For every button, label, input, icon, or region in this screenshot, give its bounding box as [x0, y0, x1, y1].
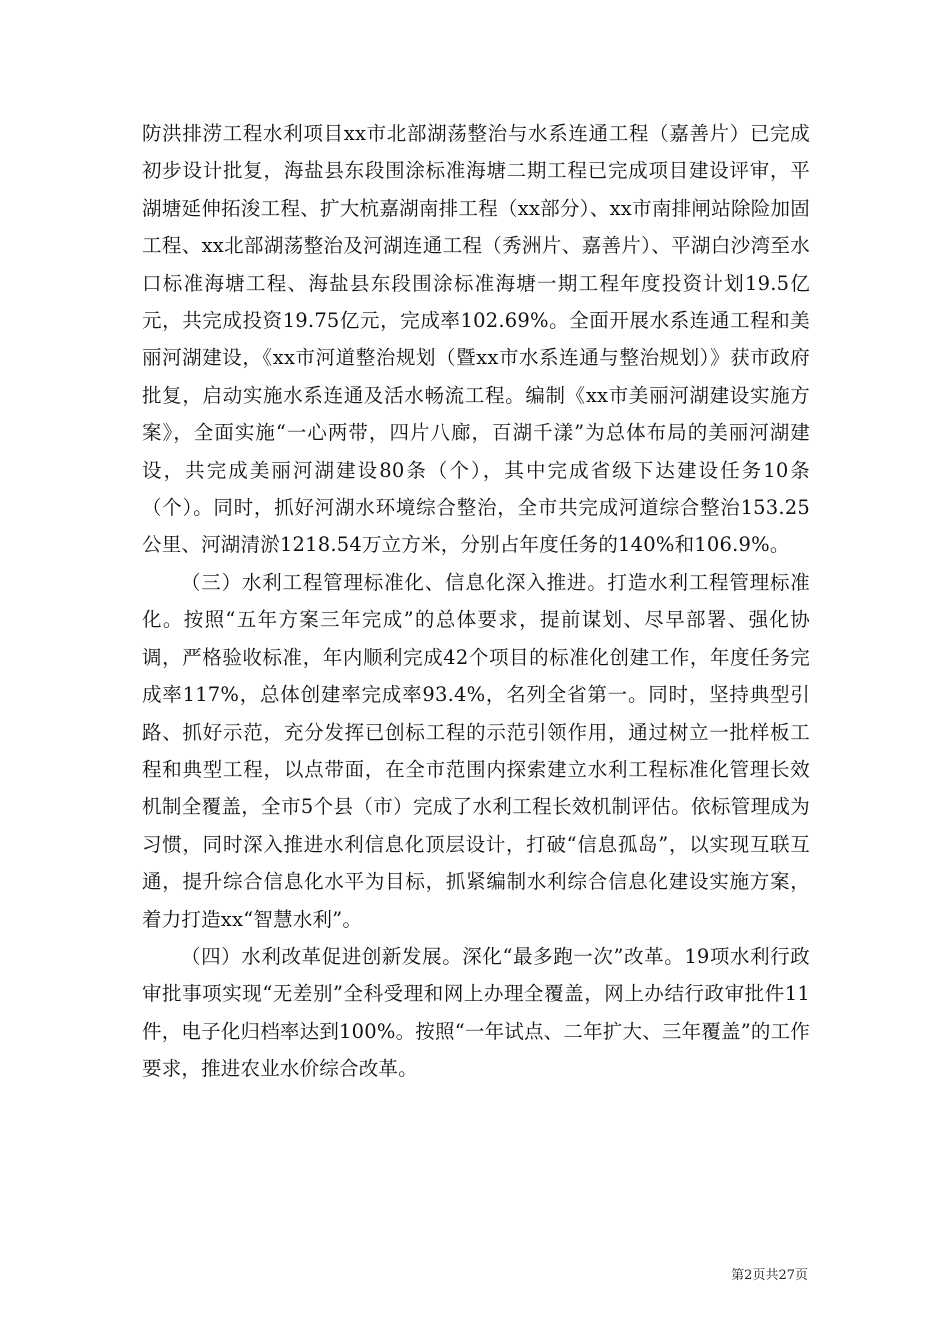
paragraph-standardization-informatization: （三）水利工程管理标准化、信息化深入推进。打造水利工程管理标准化。按照“五年方案三年完成”的总体要求，提前谋划、尽早部署、强化协调，严格验收标准，年内顺利完成42个项目的标准化创建工作，年度任务完成率117%，总体创建率完成率93.4%，名列全省第一。同时，坚持典型引路、抓好示范，充分发挥已创标工程的示范引领作用，通过树立一批样板工程和典型工程，以点带面，在全市范围内探索建立水利工程标准化管理长效机制全覆盖，全市5个县（市）完成了水利工程长效机制评估。依标管理成为习惯，同时深入推进水利信息化顶层设计，打破“信息孤岛”，以实现互联互通，提升综合信息化水平为目标，抓紧编制水利综合信息化建设实施方案，着力打造xx“智慧水利”。: [142, 570, 810, 931]
document-body: [142, 115, 810, 1088]
paragraph-flood-control-projects: 防洪排涝工程水利项目xx市北部湖荡整治与水系连通工程（嘉善片）已完成初步设计批复，海盐县东段围涂标准海塘二期工程已完成项目建设评审，平湖塘延伸拓浚工程、扩大杭嘉湖南排工程（xx部分）、xx市南排闸站除险加固工程、xx北部湖荡整治及河湖连通工程（秀洲片、嘉善片）、平湖白沙湾至水口标准海塘工程、海盐县东段围涂标准海塘一期工程年度投资计划19.5亿元，共完成投资19.75亿元，完成率102.69%。全面开展水系连通工程和美丽河湖建设，《xx市河道整治规划（暨xx市水系连通与整治规划）》获市政府批复，启动实施水系连通及活水畅流工程。编制《xx市美丽河湖建设实施方案》，全面实施“一心两带，四片八廊，百湖千漾”为总体布局的美丽河湖建设，共完成美丽河湖建设80条（个），其中完成省级下达建设任务10条（个）。同时，抓好河湖水环境综合整治，全市共完成河道综合整治153.25公里、河湖清淤1218.54万立方米，分别占年度任务的140%和106.9%。: [142, 122, 810, 557]
paragraph-water-reform: （四）水利改革促进创新发展。深化“最多跑一次”改革。19项水利行政审批事项实现“无差别”全科受理和网上办理全覆盖，网上办结行政审批件11件，电子化归档率达到100%。按照“一年试点、二年扩大、三年覆盖”的工作要求，推进农业水价综合改革。: [142, 944, 810, 1081]
page-number-footer: 第2页共27页: [731, 1268, 808, 1283]
